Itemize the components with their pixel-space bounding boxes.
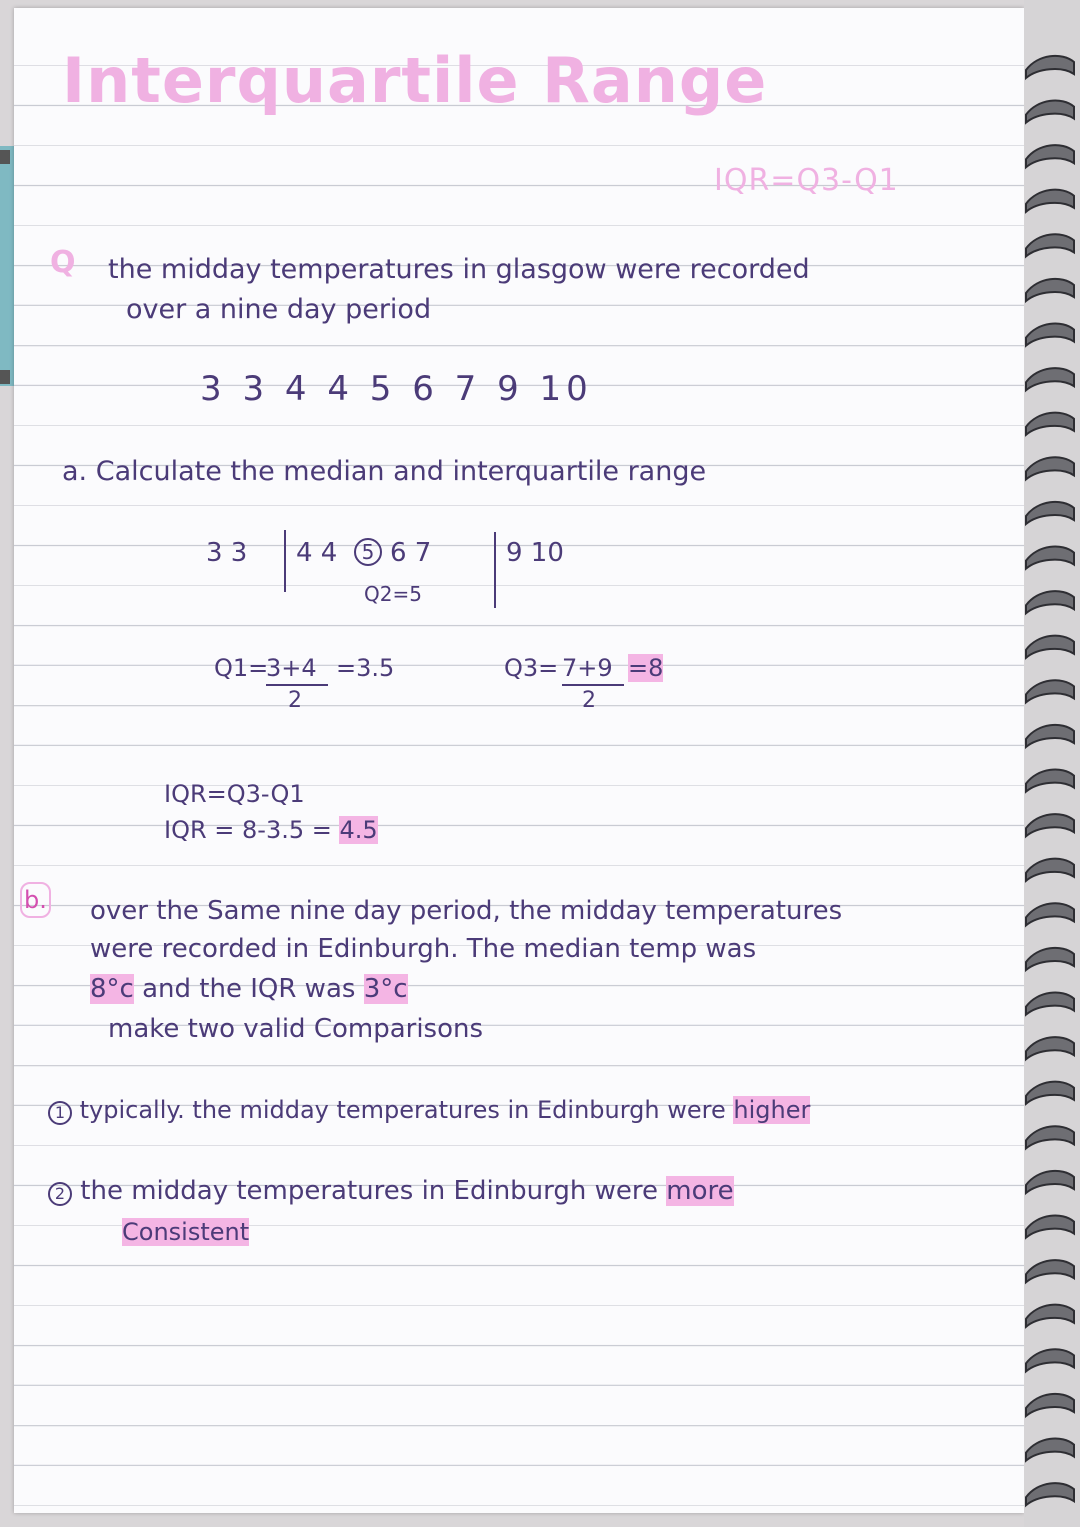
q3-numerator: 7+9 [562, 654, 613, 682]
spiral-ring [1026, 1215, 1074, 1237]
answer-2-cont-text: Consistent [122, 1218, 250, 1246]
spiral-ring [1026, 1171, 1074, 1193]
question-marker: Q [50, 245, 76, 280]
part-b-line-3 [90, 976, 408, 1002]
q3-result-value: =8 [628, 654, 664, 682]
split-right: 9 10 [506, 538, 564, 568]
q3-fraction-bar [562, 684, 624, 686]
spiral-ring [1026, 1483, 1074, 1505]
q1-result: =3.5 [336, 654, 395, 682]
part-b-line-1: over the Same nine day period, the midday temperatures [90, 896, 843, 926]
left-edge-mark [0, 370, 10, 384]
part-b-marker: b. [20, 882, 51, 918]
q3-label: Q3= [504, 654, 559, 682]
data-values: 3 3 4 4 5 6 7 9 10 [200, 369, 593, 409]
spiral-ring [1026, 1438, 1074, 1460]
spiral-ring [1026, 814, 1074, 836]
spiral-ring [1026, 323, 1074, 345]
page-tab [0, 146, 14, 386]
iqr-formula: IQR=Q3-Q1 [164, 780, 305, 808]
spiral-ring [1026, 1305, 1074, 1327]
spiral-ring [1026, 413, 1074, 435]
median-circled [354, 538, 382, 566]
split-left: 3 3 [206, 538, 248, 568]
part-b-line-3-mid: and the IQR was [133, 974, 364, 1004]
q3-result [628, 656, 663, 680]
spiral-ring [1026, 368, 1074, 390]
spiral-rings [1024, 0, 1080, 1527]
left-edge-mark [0, 150, 10, 164]
quartile-divider [284, 530, 286, 592]
spiral-ring [1026, 457, 1074, 479]
answer-1 [48, 1098, 810, 1125]
part-a-prompt: a. Calculate the median and interquartile range [62, 456, 707, 487]
iqr-value: 4.5 [339, 816, 378, 844]
part-b-line-2: were recorded in Edinburgh. The median temp was [90, 934, 757, 964]
spiral-ring [1026, 1126, 1074, 1148]
edinburgh-iqr: 3°c [363, 974, 408, 1004]
spiral-ring [1026, 948, 1074, 970]
answer-2-text: the midday temperatures in Edinburgh were [80, 1176, 667, 1206]
spiral-ring [1026, 1349, 1074, 1371]
question-line-2: over a nine day period [126, 294, 432, 325]
spiral-ring [1026, 903, 1074, 925]
spiral-ring [1026, 680, 1074, 702]
q1-label: Q1= [214, 654, 269, 682]
answer-1-number: 1 [48, 1101, 72, 1125]
answer-2 [48, 1178, 734, 1206]
spiral-ring [1026, 859, 1074, 881]
question-line-1: the midday temperatures in glasgow were recorded [108, 254, 810, 285]
answer-1-text: typically. the midday temperatures in Edinburgh were [79, 1096, 734, 1124]
formula-header: IQR=Q3-Q1 [714, 163, 899, 198]
spiral-ring [1026, 1037, 1074, 1059]
spiral-ring [1026, 636, 1074, 658]
iqr-calculation [164, 818, 378, 842]
answer-2-highlight: more [666, 1176, 734, 1206]
q1-numerator: 3+4 [266, 654, 317, 682]
spiral-ring [1026, 234, 1074, 256]
answer-2-continuation [122, 1220, 249, 1244]
q1-denominator: 2 [288, 688, 302, 713]
q2-label: Q2=5 [364, 582, 422, 606]
spiral-ring [1026, 992, 1074, 1014]
edinburgh-median: 8°c [90, 974, 134, 1004]
spiral-ring [1026, 56, 1074, 78]
spiral-ring [1026, 279, 1074, 301]
spiral-ring [1026, 546, 1074, 568]
spiral-ring [1026, 769, 1074, 791]
part-b-line-4: make two valid Comparisons [108, 1014, 484, 1044]
spiral-ring [1026, 502, 1074, 524]
q1-fraction-bar [266, 684, 328, 686]
answer-2-number: 2 [48, 1182, 72, 1206]
spiral-ring [1026, 1082, 1074, 1104]
q3-denominator: 2 [582, 688, 596, 713]
median-circle-value: 5 [354, 538, 382, 566]
spiral-ring [1026, 145, 1074, 167]
spiral-ring [1026, 725, 1074, 747]
notebook-page [14, 8, 1024, 1513]
split-mid-a: 4 4 [296, 538, 338, 568]
spiral-ring [1026, 1394, 1074, 1416]
spiral-ring [1026, 100, 1074, 122]
quartile-divider [494, 532, 496, 608]
page-title: Interquartile Range [62, 44, 768, 117]
spiral-binding [1024, 0, 1080, 1527]
iqr-calc-prefix: IQR = 8-3.5 = [164, 816, 340, 844]
spiral-ring [1026, 1260, 1074, 1282]
answer-1-highlight: higher [733, 1096, 811, 1124]
spiral-ring [1026, 591, 1074, 613]
split-mid-b: 6 7 [390, 538, 432, 568]
spiral-ring [1026, 190, 1074, 212]
